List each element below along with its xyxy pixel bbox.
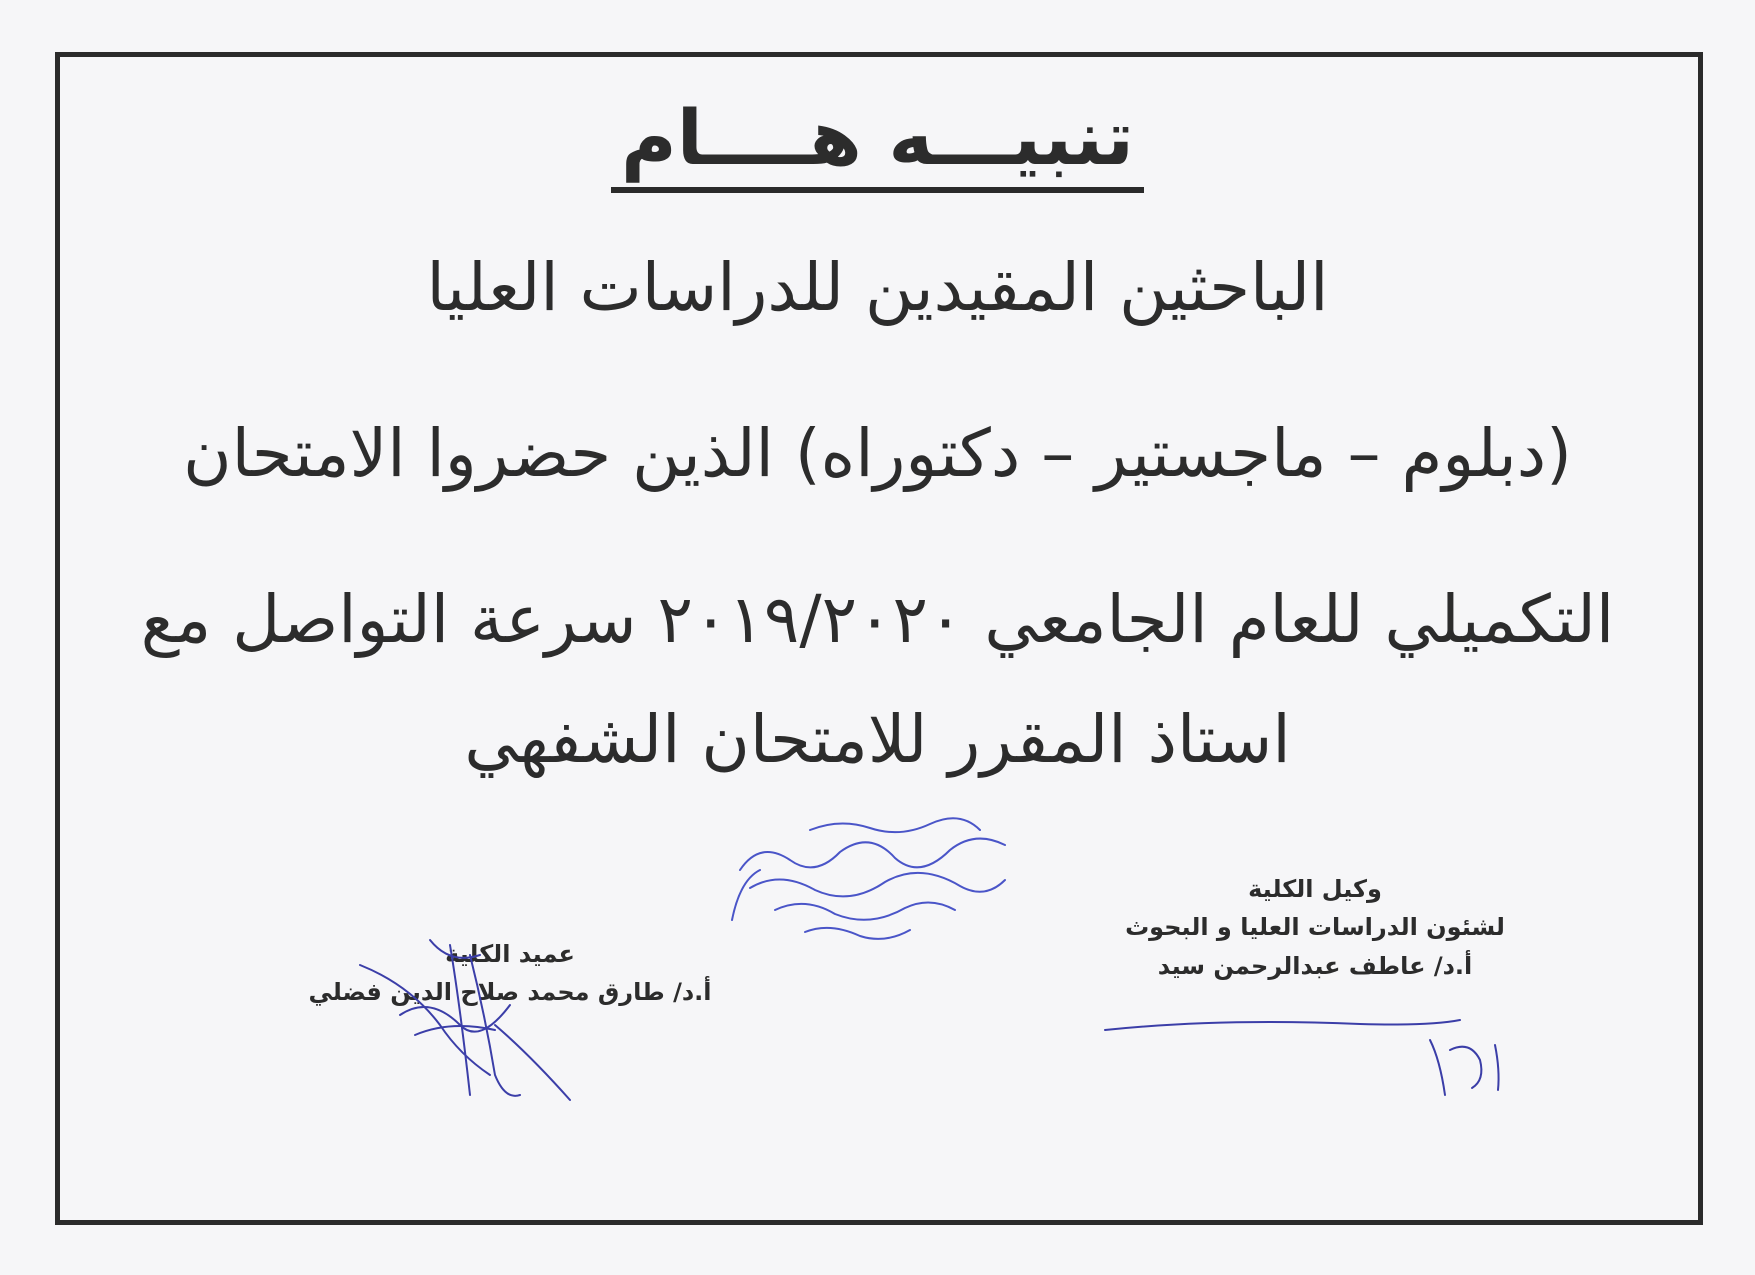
- vice-dean-name: أ.د/ عاطف عبدالرحمن سيد: [1157, 951, 1473, 980]
- notice-line-3: التكميلي للعام الجامعي ٢٠١٩/٢٠٢٠ سرعة التواصل مع: [140, 581, 1615, 658]
- vice-dean-signature-block: [1085, 870, 1545, 985]
- notice-title-text: تنبيـــه هــــام: [611, 92, 1144, 193]
- vice-dean-role-line-1: وكيل الكلية: [1248, 875, 1382, 903]
- dean-role: عميد الكلية: [445, 940, 575, 968]
- vice-dean-role-line-2: لشئون الدراسات العليا و البحوث: [1125, 913, 1505, 942]
- notice-line-4: استاذ المقرر للامتحان الشفهي: [464, 701, 1291, 778]
- dean-handwritten-signature: [320, 925, 620, 1105]
- dean-name: أ.د/ طارق محمد صلاح الدين فضلي: [308, 978, 712, 1007]
- notice-line-2: (دبلوم – ماجستير – دكتوراه) الذين حضروا الامتحان: [183, 415, 1572, 492]
- vice-dean-handwritten-signature: [1100, 1000, 1560, 1100]
- official-stamp: [720, 810, 1020, 950]
- notice-title: [0, 92, 1755, 193]
- notice-line-1: الباحثين المقيدين للدراسات العليا: [426, 249, 1329, 326]
